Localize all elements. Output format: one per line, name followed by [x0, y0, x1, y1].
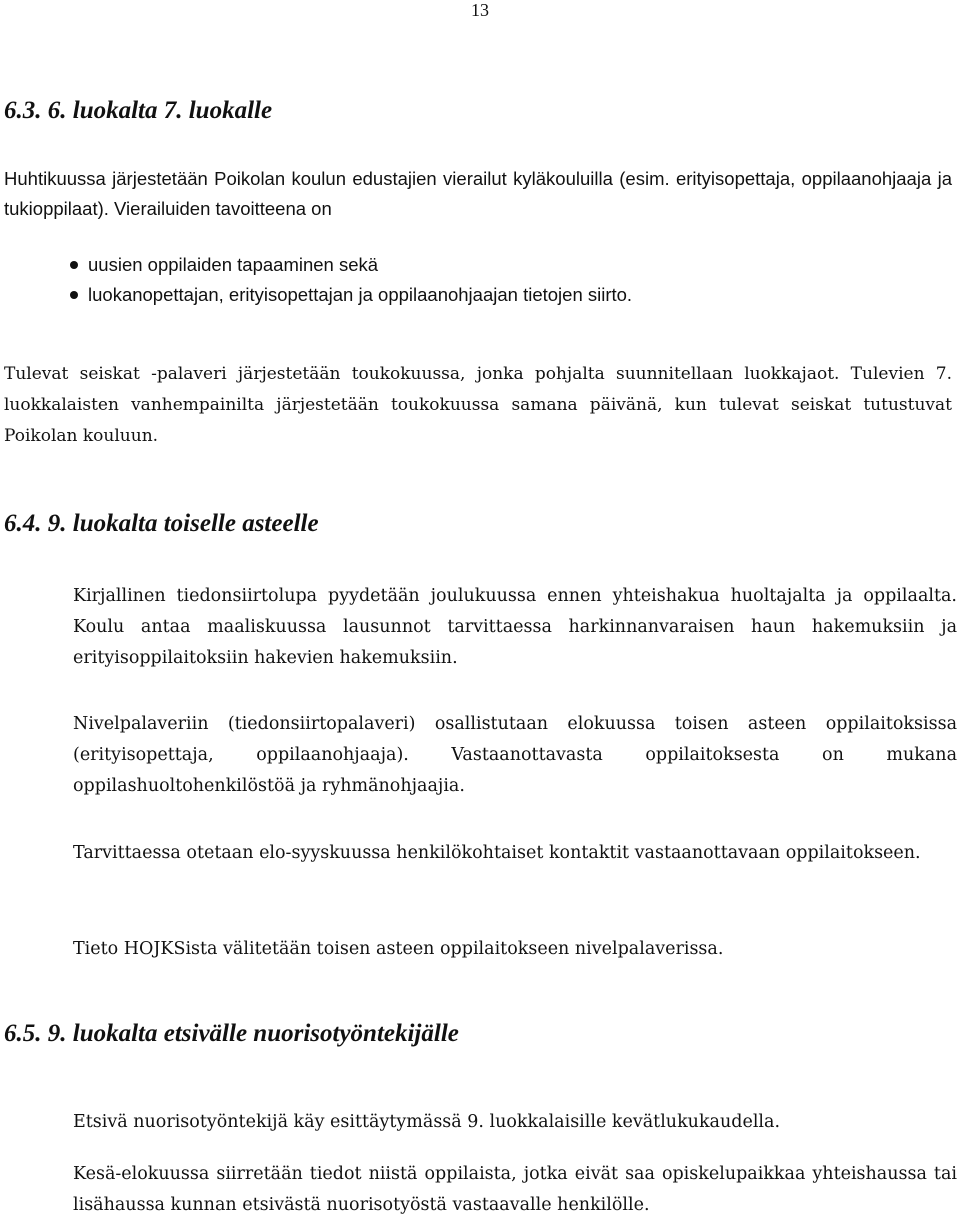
section-6-3-intro: Huhtikuussa järjestetään Poikolan koulun edustajien vierailut kyläkouluilla (esim. erityisopettaja, oppilaanohjaaja ja tukioppilaat). Vierailuiden tavoitteena on: [4, 168, 952, 219]
section-6-3-paragraph: Tulevat seiskat -palaveri järjestetään toukokuussa, jonka pohjalta suunnitellaan luokkajaot. Tulevien 7. luokkalaisten vanhempainilta järjestetään toukokuussa samana päivänä, kun tulevat seiskat tutustuvat Poikolan kouluun.: [4, 364, 952, 446]
page-number: 13: [471, 0, 489, 20]
section-6-4-paragraph-1: Kirjallinen tiedonsiirtolupa pyydetään joulukuussa ennen yhteishakua huoltajalta ja oppilaalta. Koulu antaa maaliskuussa lausunnot tarvittaessa harkinnanvaraisen haun hakemuksiin ja erityisoppilaitoksiin hakevien hakemuksiin.: [73, 586, 957, 668]
section-6-4-paragraph-4: Tieto HOJKSista välitetään toisen asteen oppilaitokseen nivelpalaverissa.: [73, 939, 724, 959]
section-6-3-bullet-list: [70, 250, 632, 310]
section-6-5-paragraph-2: Kesä-elokuussa siirretään tiedot niistä oppilaista, jotka eivät saa opiskelupaikkaa yhteishaussa tai lisähaussa kunnan etsivästä nuorisotyöstä vastaavalle henkilölle.: [73, 1164, 957, 1215]
list-item: [70, 250, 632, 280]
section-6-5-paragraph-1: Etsivä nuorisotyöntekijä käy esittäytymässä 9. luokkalaisille kevätlukukaudella.: [73, 1112, 781, 1132]
bullet-icon: [70, 291, 78, 299]
section-6-4-paragraph-2: Nivelpalaveriin (tiedonsiirtopalaveri) osallistutaan elokuussa toisen asteen oppilaitoksissa (erityisopettaja, oppilaanohjaaja). Vastaanottavasta oppilaitoksesta on mukana oppilashuoltohenkilöstöä ja ryhmänohjaajia.: [73, 714, 957, 796]
section-6-4-paragraph-3: Tarvittaessa otetaan elo-syyskuussa henkilökohtaiset kontaktit vastaanottavaan oppilaitokseen.: [73, 843, 921, 863]
list-item-text: luokanopettajan, erityisopettajan ja oppilaanohjaajan tietojen siirto.: [88, 284, 633, 305]
section-heading-6-4: 6.4. 9. luokalta toiselle asteelle: [4, 510, 319, 537]
bullet-icon: [70, 261, 78, 269]
list-item: [70, 280, 632, 310]
section-heading-6-5: 6.5. 9. luokalta etsivälle nuorisotyöntekijälle: [4, 1020, 459, 1047]
section-heading-6-3: 6.3. 6. luokalta 7. luokalle: [4, 97, 273, 124]
list-item-text: uusien oppilaiden tapaaminen sekä: [88, 254, 379, 275]
